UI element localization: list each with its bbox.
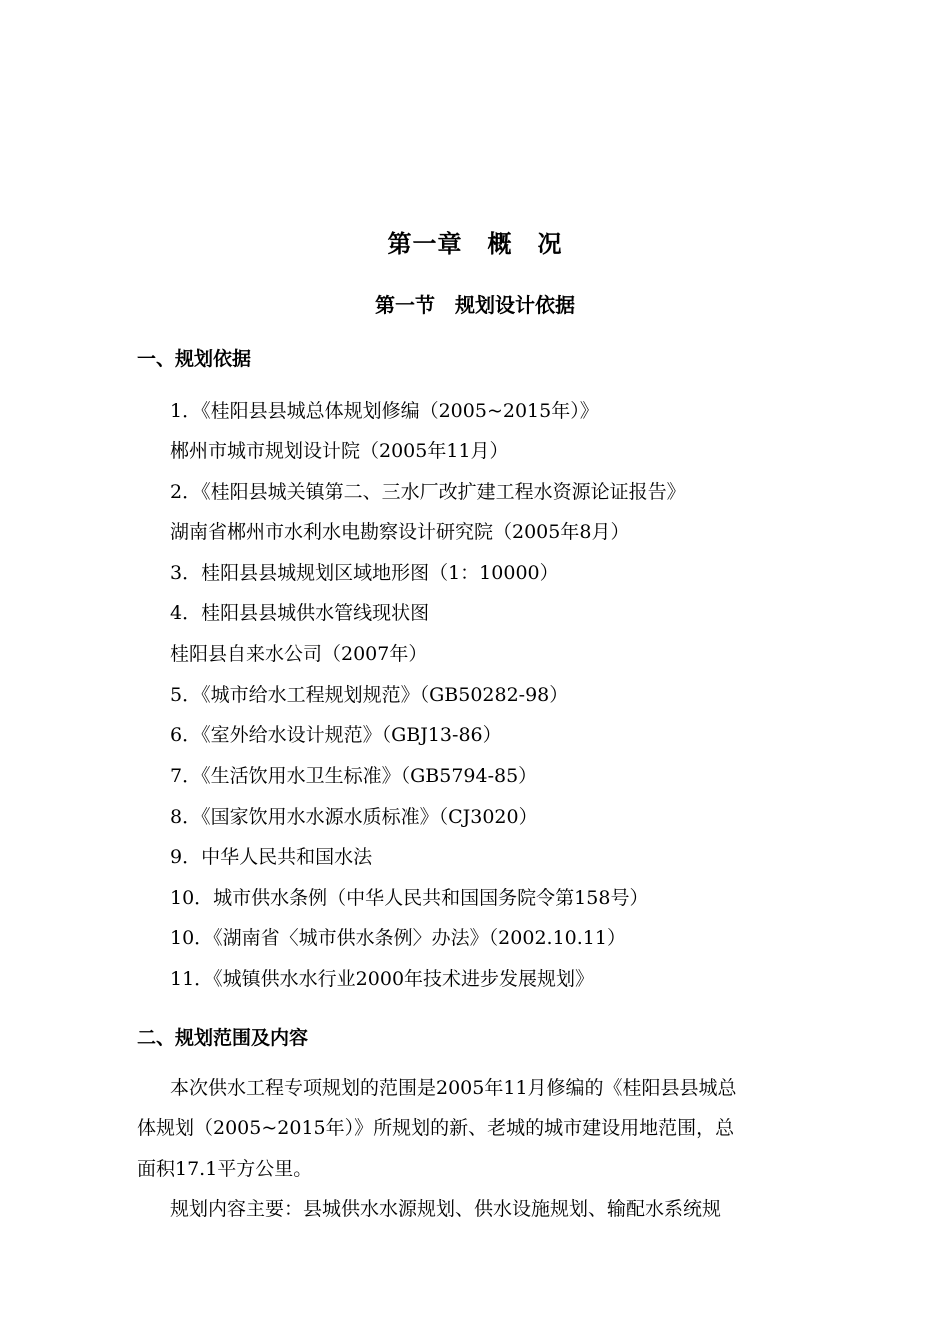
list-item: 7．《生活饮用水卫生标准》（GB5794-85） (170, 765, 538, 787)
list-item: 5．《城市给水工程规划规范》（GB50282-98） (170, 684, 569, 706)
list-item: 郴州市城市规划设计院（2005年11月） (170, 440, 509, 462)
paragraph-line: 体规划（2005~2015年）》所规划的新、老城的城市建设用地范围，总 (137, 1117, 735, 1139)
paragraph-line: 面积17.1平方公里。 (137, 1158, 313, 1180)
part2-heading: 二、规划范围及内容 (137, 1027, 309, 1049)
list-item: 桂阳县自来水公司（2007年） (170, 643, 428, 665)
paragraph-line: 规划内容主要：县城供水水源规划、供水设施规划、输配水系统规 (170, 1198, 722, 1220)
list-item: 3．桂阳县县城规划区域地形图（1：10000） (170, 562, 559, 584)
section-title: 第一节 规划设计依据 (375, 293, 575, 317)
list-item: 10．城市供水条例（中华人民共和国国务院令第158号） (170, 887, 649, 909)
part1-heading: 一、规划依据 (137, 348, 252, 370)
list-item: 湖南省郴州市水利水电勘察设计研究院（2005年8月） (170, 521, 630, 543)
list-item: 9．中华人民共和国水法 (170, 846, 373, 868)
list-item: 6．《室外给水设计规范》（GBJ13-86） (170, 724, 502, 746)
list-item: 11．《城镇供水水行业2000年技术进步发展规划》 (170, 968, 595, 990)
list-item: 1．《桂阳县县城总体规划修编（2005~2015年）》 (170, 400, 599, 422)
chapter-title: 第一章 概 况 (387, 230, 563, 258)
paragraph-line: 本次供水工程专项规划的范围是2005年11月修编的《桂阳县县城总 (170, 1077, 737, 1099)
list-item: 4．桂阳县县城供水管线现状图 (170, 602, 430, 624)
list-item: 10．《湖南省〈城市供水条例〉办法》（2002.10.11） (170, 927, 626, 949)
list-item: 8．《国家饮用水水源水质标准》（CJ3020） (170, 806, 538, 828)
list-item: 2．《桂阳县城关镇第二、三水厂改扩建工程水资源论证报告》 (170, 481, 686, 503)
